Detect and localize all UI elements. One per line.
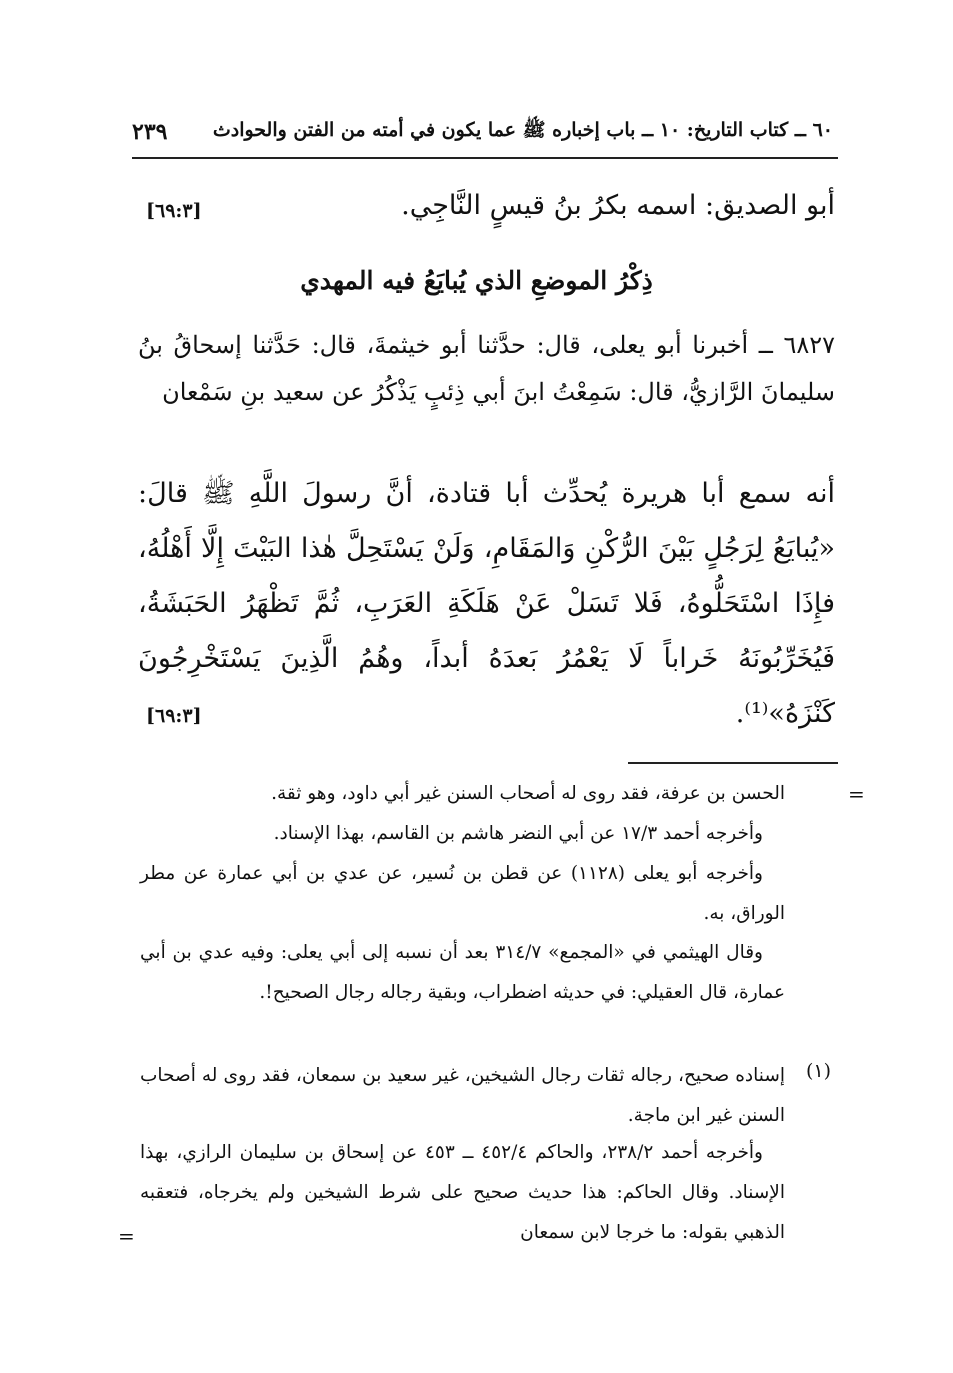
footnote-line: وأخرجه أحمد ٢٣٨/٢، والحاكم ٤٥٢/٤ ــ ٤٥٣ عن إسحاق بن سليمان الرازي، بهذا الإسناد. وقال الحاكم: هذا حديث صحيح على شرط الشيخين ولم يخرجاه، فتعقبه الذهبي بقوله: ما خرجا لابن سمعان: [140, 1142, 785, 1243]
reference-bracket-1: [٦٩:٣]: [146, 200, 202, 222]
footnote-line: الحسن بن عرفة، فقد روى له أصحاب السنن غير أبي داود، وهو ثقة.: [271, 783, 785, 804]
hadith-matn: أنه سمع أبا هريرة يُحدِّث أبا قتادة، أنَّ رسولَ اللَّهِ ﷺ قالَ: «يُبايَعُ لِرَجُلٍ بَيْنَ الرُّكْنِ وَالمَقَامِ، وَلَنْ يَسْتَحِلَّ هٰذا البَيْتَ إِلَّا أَهْلُهُ، فإِذَا اسْتَحَلُّوهُ، فَلا تَسَلْ عَنْ هَلَكَةِ العَرَبِ، ثُمَّ تَظْهَرُ الحَبَشَةُ، فَيُخَرِّبُونَهُ خَراباً لَا يَعْمُرُ بَعدَهُ أبداً، وهُمُ الَّذِينَ يَسْتَخْرِجُونَ كَنْزَهُ»⁽¹⁾.: [138, 478, 835, 729]
page-number: ٢٣٩: [132, 119, 168, 145]
running-title: ٦٠ ــ كتاب التاريخ: ١٠ ــ باب إخباره ﷺ عما يكون في أمته من الفتن والحوادث: [212, 119, 833, 141]
reference-bracket-2: [٦٩:٣]: [146, 705, 202, 727]
footnote-line: وأخرجه أبو يعلى (١١٢٨) عن قطن بن نُسير، عن عدي بن أبي عمارة عن مطر الوراق، به.: [140, 863, 785, 924]
section-title: ذِكْرُ الموضعِ الذي يُبايَعُ فيه المهدي: [300, 266, 653, 295]
hadith-isnad: ٦٨٢٧ ــ أخبرنا أبو يعلى، قال: حدَّثنا أبو خيثمةَ، قال: حَدَّثنا إسحاقُ بنُ سليمانَ الرَّازيُّ، قال: سَمِعْتُ ابنَ أبي ذِئبٍ يَذْكُرُ عن سعيد بنِ سَمْعان: [138, 331, 835, 406]
header-rule: [132, 157, 838, 159]
footnote-rule: [628, 762, 838, 764]
biography-note: أبو الصديق: اسمه بكرُ بنُ قيسٍ النَّاجِي.: [401, 190, 835, 221]
footnote-1: إسناده صحيح، رجاله ثقات رجال الشيخين، غير سعيد بن سمعان، فقد روى له أصحاب السنن غير ابن ماجة.: [140, 1065, 785, 1126]
footnote-line: وأخرجه أحمد ١٧/٣ عن أبي النضر هاشم بن القاسم، بهذا الإسناد.: [273, 823, 763, 844]
footnote-line: وقال الهيثمي في «المجمع» ٣١٤/٧ بعد أن نسبه إلى أبي يعلى: وفيه عدي بن أبي عمارة، قال العقيلي: في حديثه اضطراب، وبقية رجاله رجال الصحيح!.: [140, 942, 785, 1003]
footnote-haythami: [140, 933, 785, 1013]
continues-marker: =: [118, 1224, 135, 1248]
footnote-1-takhrij: [140, 1133, 785, 1253]
continuation-marker: =: [848, 782, 865, 806]
running-header: [132, 116, 833, 148]
footnote-number: (١): [806, 1060, 832, 1082]
footnote-continued: [140, 774, 785, 934]
